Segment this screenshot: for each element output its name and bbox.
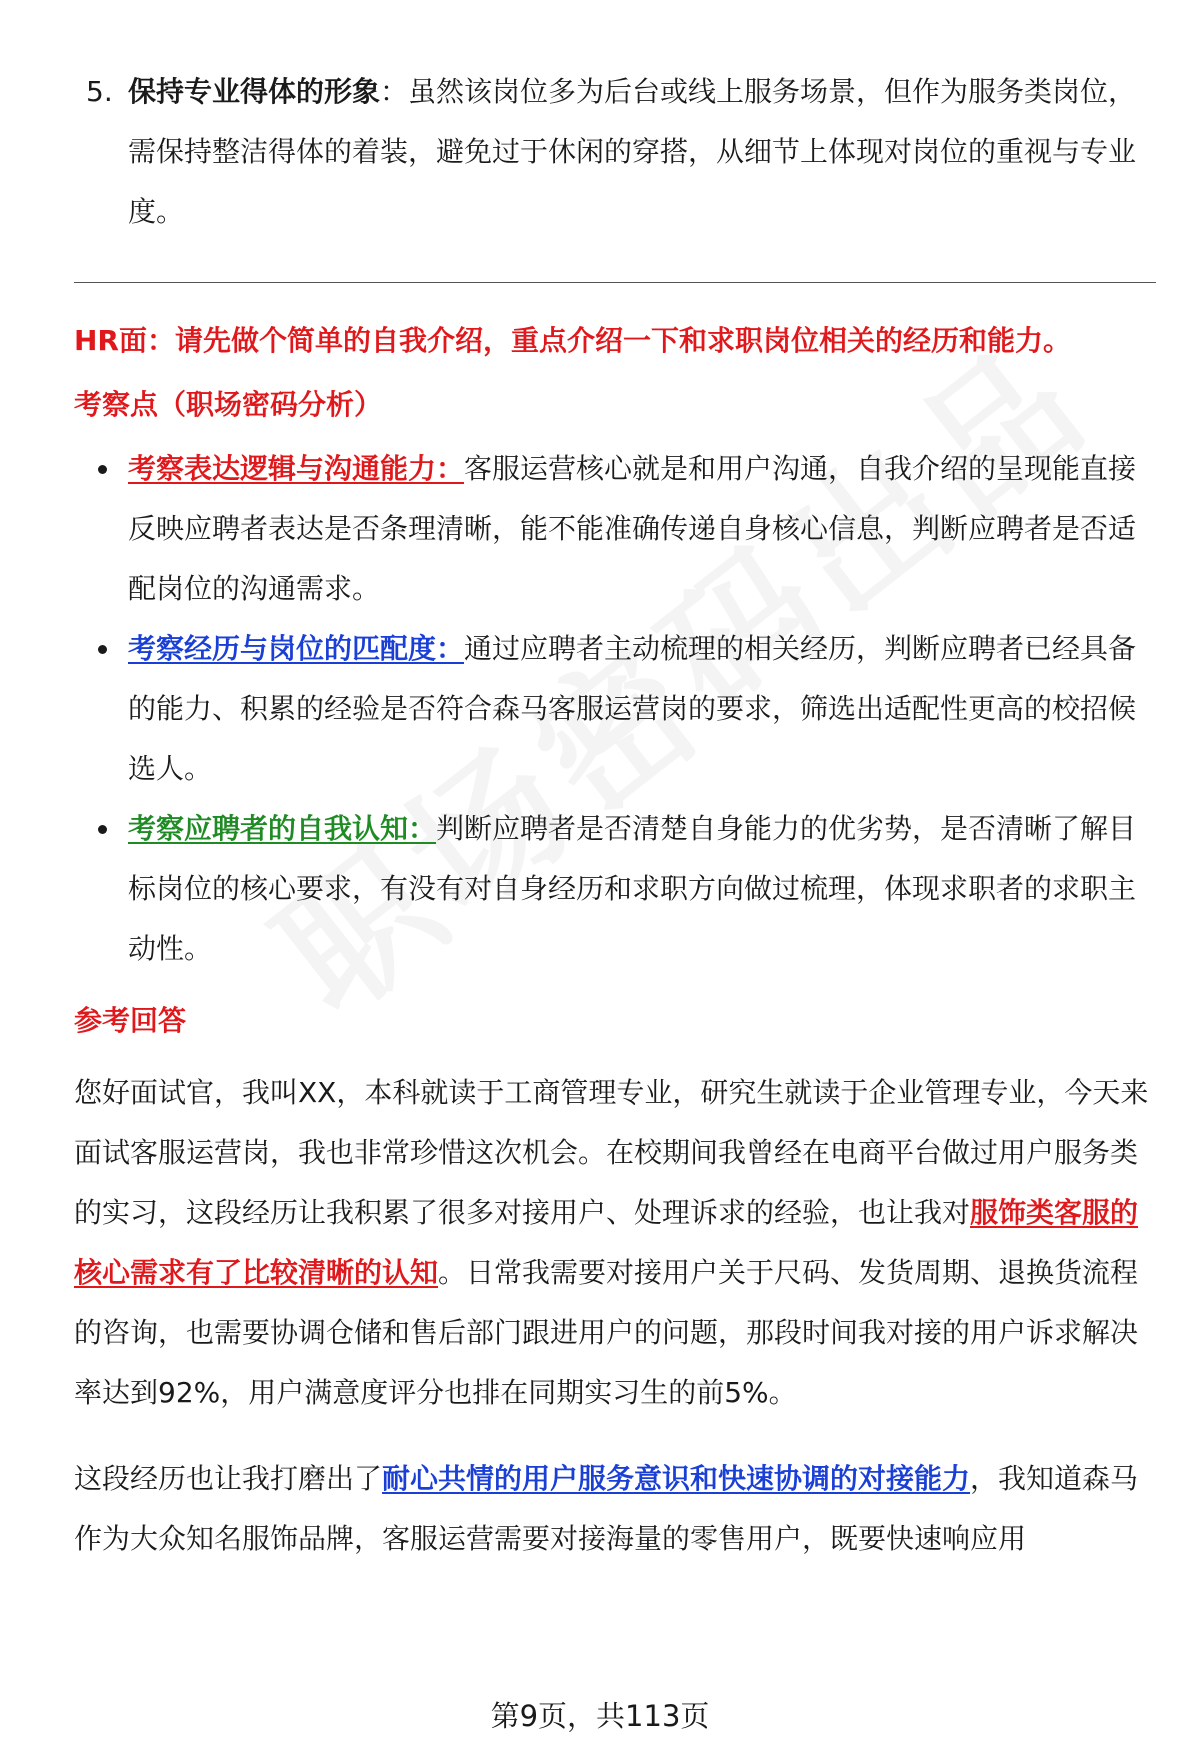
list-number: 5. [86, 75, 113, 108]
bullet-icon [74, 439, 128, 619]
bullet-title: 考察经历与岗位的匹配度： [128, 632, 465, 665]
section-heading-answer: 参考回答 [74, 1004, 187, 1037]
list-item-body: ：虽然该岗位多为后台或线上服务场景，但作为服务类岗位，需保持整洁得体的着装，避免过于休闲的穿搭，从细节上体现对岗位的重视与专业度。 [128, 75, 1137, 228]
answer-text: 这段经历也让我打磨出了 [74, 1462, 383, 1495]
list-item [74, 799, 1156, 979]
answer-highlight: 耐心共情的用户服务意识和快速协调的对接能力 [382, 1462, 971, 1495]
section-heading-analysis: 考察点（职场密码分析） [74, 388, 383, 421]
answer-paragraph [74, 1449, 1156, 1569]
list-item-title: 保持专业得体的形象 [128, 75, 381, 108]
bullet-icon [74, 619, 128, 799]
bullet-title: 考察应聘者的自我认知： [128, 812, 437, 845]
list-item-text [128, 799, 1156, 979]
bullet-icon [74, 799, 128, 979]
page-content [74, 62, 1156, 1569]
bullet-body: 判断应聘者是否清楚自身能力的优劣势，是否清晰了解目标岗位的核心要求，有没有对自身经历和求职方向做过梳理，体现求职者的求职主动性。 [128, 812, 1137, 965]
answer-text: 您好面试官，我叫XX，本科就读于工商管理专业，研究生就读于企业管理专业，今天来面试客服运营岗，我也非常珍惜这次机会。在校期间我曾经在电商平台做过用户服务类的实习，这段经历让我积累了很多对接用户、处理诉求的经验，也让我对 [74, 1076, 1149, 1229]
list-item [74, 619, 1156, 799]
list-item-text [128, 619, 1156, 799]
question-heading: HR面：请先做个简单的自我介绍，重点介绍一下和求职岗位相关的经历和能力。 [74, 324, 1071, 357]
bullet-body: 通过应聘者主动梳理的相关经历，判断应聘者已经具备的能力、积累的经验是否符合森马客服运营岗的要求，筛选出适配性更高的校招候选人。 [128, 632, 1137, 785]
bullet-body: 客服运营核心就是和用户沟通，自我介绍的呈现能直接反映应聘者表达是否条理清晰，能不能准确传递自身核心信息，判断应聘者是否适配岗位的沟通需求。 [128, 452, 1137, 605]
divider [74, 282, 1156, 283]
answer-text: ，我知道森马作为大众知名服饰品牌，客服运营需要对接海量的零售用户，既要快速响应用 [74, 1462, 1139, 1555]
answer-highlight: 服饰类客服的核心需求有了比较清晰的认知 [74, 1196, 1139, 1289]
page-footer: 第9页，共113页 [490, 1699, 710, 1733]
list-item-text [128, 439, 1156, 619]
list-item [74, 439, 1156, 619]
answer-paragraph [74, 1063, 1156, 1423]
bullet-title: 考察表达逻辑与沟通能力： [128, 452, 465, 485]
answer-text: 。日常我需要对接用户关于尺码、发货周期、退换货流程的咨询，也需要协调仓储和售后部门跟进用户的问题，那段时间我对接的用户诉求解决率达到92%，用户满意度评分也排在同期实习生的前5%。 [74, 1256, 1139, 1409]
list-item-text [128, 62, 1156, 242]
list-item [74, 62, 1156, 242]
